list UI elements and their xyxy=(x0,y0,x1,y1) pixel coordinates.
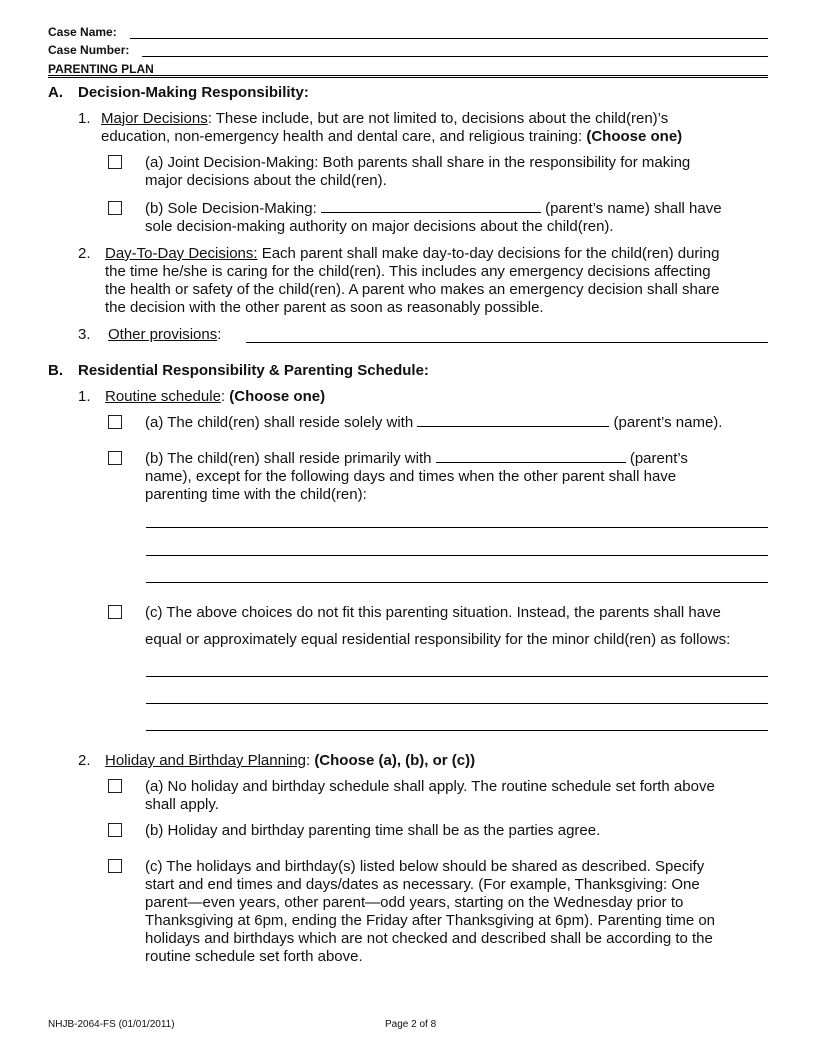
b1-option-a-line xyxy=(145,414,722,432)
b2-choose: (Choose (a), (b), or (c)) xyxy=(314,752,476,769)
b1-option-b-post: (parent’s xyxy=(629,450,688,467)
a1-text1: : These include, but are not limited to, decisions about the child(ren)’s xyxy=(207,110,669,127)
option-b-write-line-1[interactable] xyxy=(146,527,768,528)
b2-option-b-line: (b) Holiday and birthday parenting time shall be as the parties agree. xyxy=(145,822,601,839)
b1-option-b-line1 xyxy=(145,450,688,468)
b2-option-a-line1: (a) No holiday and birthday schedule shall apply. The routine schedule set forth above xyxy=(145,778,715,795)
b1-option-c-checkbox[interactable] xyxy=(108,605,122,619)
a2-heading: Day-To-Day Decisions: xyxy=(105,245,258,262)
footer-form-id: NHJB-2064-FS (01/01/2011) xyxy=(48,1019,175,1030)
b2-num: 2. xyxy=(78,752,91,769)
b1-option-a-post: (parent’s name). xyxy=(613,414,723,431)
a2-line1 xyxy=(105,245,719,263)
reside-solely-parent-field[interactable] xyxy=(417,414,609,427)
b2-option-c-line4: Thanksgiving at 6pm, ending the Friday after Thanksgiving at 6pm). Parenting time on xyxy=(145,912,716,929)
option-b-write-line-2[interactable] xyxy=(146,555,768,556)
a3-colon: : xyxy=(217,326,222,343)
case-number-field[interactable] xyxy=(142,56,768,57)
form-title: PARENTING PLAN xyxy=(48,62,154,76)
a2-num: 2. xyxy=(78,245,91,262)
option-b-write-line-3[interactable] xyxy=(146,582,768,583)
a3-heading: Other provisions xyxy=(108,326,218,343)
a2-line3: the health or safety of the child(ren). A parent who makes an emergency decision shall share xyxy=(105,281,720,298)
b2-option-c-checkbox[interactable] xyxy=(108,859,122,873)
reside-primarily-parent-field[interactable] xyxy=(436,450,626,463)
b2-option-b-checkbox[interactable] xyxy=(108,823,122,837)
b1-option-b-line2: name), except for the following days and times when the other parent shall have xyxy=(145,468,677,485)
case-name-field[interactable] xyxy=(130,38,768,39)
a1-option-b-line2: sole decision-making authority on major decisions about the child(ren). xyxy=(145,218,614,235)
a1-option-b-pre: (b) Sole Decision-Making: xyxy=(145,200,317,217)
b1-num: 1. xyxy=(78,388,91,405)
b2-option-a-checkbox[interactable] xyxy=(108,779,122,793)
a1-option-b-checkbox[interactable] xyxy=(108,201,122,215)
header-rule xyxy=(48,75,768,76)
a1-line1 xyxy=(101,110,668,128)
b1-option-c-line2: equal or approximately equal residential responsibility for the minor child(ren) as follows: xyxy=(145,631,731,648)
a1-text2: education, non-emergency health and dental care, and religious training: xyxy=(101,128,587,145)
other-provisions-field[interactable] xyxy=(246,342,768,343)
b2-option-c-line5: holidays and birthdays which are not checked and described shall be according to the xyxy=(145,930,713,947)
b2-colon: : xyxy=(305,752,315,769)
b1-option-b-checkbox[interactable] xyxy=(108,451,122,465)
case-number-label: Case Number: xyxy=(48,43,130,57)
a1-line2 xyxy=(101,128,682,146)
a1-option-b-post: (parent’s name) shall have xyxy=(545,200,722,217)
a1-option-a-checkbox[interactable] xyxy=(108,155,122,169)
sole-decision-parent-field[interactable] xyxy=(321,200,541,213)
a2-line2: the time he/she is caring for the child(ren). This includes any emergency decisions affecting xyxy=(105,263,711,280)
a2-text1: Each parent shall make day-to-day decisions for the child(ren) during xyxy=(257,245,720,262)
b1-line xyxy=(105,388,325,406)
b1-option-b-line3: parenting time with the child(ren): xyxy=(145,486,367,503)
b1-choose: (Choose one) xyxy=(229,388,326,405)
option-c-write-line-3[interactable] xyxy=(146,730,768,731)
a1-num: 1. xyxy=(78,110,91,127)
b1-option-b-pre: (b) The child(ren) shall reside primarily with xyxy=(145,450,432,467)
b1-option-a-checkbox[interactable] xyxy=(108,415,122,429)
option-c-write-line-1[interactable] xyxy=(146,676,768,677)
section-b-title: Residential Responsibility & Parenting Schedule: xyxy=(78,362,429,379)
a2-line4: the decision with the other parent as soon as reasonably possible. xyxy=(105,299,544,316)
footer-page-number: Page 2 of 8 xyxy=(385,1019,437,1030)
b2-option-a-line2: shall apply. xyxy=(145,796,219,813)
section-b-letter: B. xyxy=(48,362,63,379)
option-c-write-line-2[interactable] xyxy=(146,703,768,704)
a1-option-a-line1: (a) Joint Decision-Making: Both parents shall share in the responsibility for making xyxy=(145,154,691,171)
header-rule-2 xyxy=(48,77,768,78)
b1-colon: : xyxy=(220,388,230,405)
case-name-label: Case Name: xyxy=(48,25,117,39)
b1-option-c-line1: (c) The above choices do not fit this parenting situation. Instead, the parents shall have xyxy=(145,604,721,621)
b2-option-c-line1: (c) The holidays and birthday(s) listed below should be shared as described. Specify xyxy=(145,858,705,875)
b2-option-c-line6: routine schedule set forth above. xyxy=(145,948,363,965)
a1-heading: Major Decisions xyxy=(101,110,208,127)
b2-option-c-line2: start and end times and days/dates as necessary. (For example, Thanksgiving: One xyxy=(145,876,700,893)
b1-heading: Routine schedule xyxy=(105,388,221,405)
b1-option-a-pre: (a) The child(ren) shall reside solely with xyxy=(145,414,414,431)
a3-num: 3. xyxy=(78,326,91,343)
b2-heading: Holiday and Birthday Planning xyxy=(105,752,306,769)
a3-line xyxy=(108,326,221,344)
a1-choose: (Choose one) xyxy=(586,128,683,145)
section-a-letter: A. xyxy=(48,84,63,101)
a1-option-a-line2: major decisions about the child(ren). xyxy=(145,172,387,189)
a1-option-b-line1 xyxy=(145,200,722,218)
section-a-title: Decision-Making Responsibility: xyxy=(78,84,309,101)
b2-line xyxy=(105,752,475,770)
b2-option-c-line3: parent—even years, other parent—odd years, starting on the Wednesday prior to xyxy=(145,894,684,911)
